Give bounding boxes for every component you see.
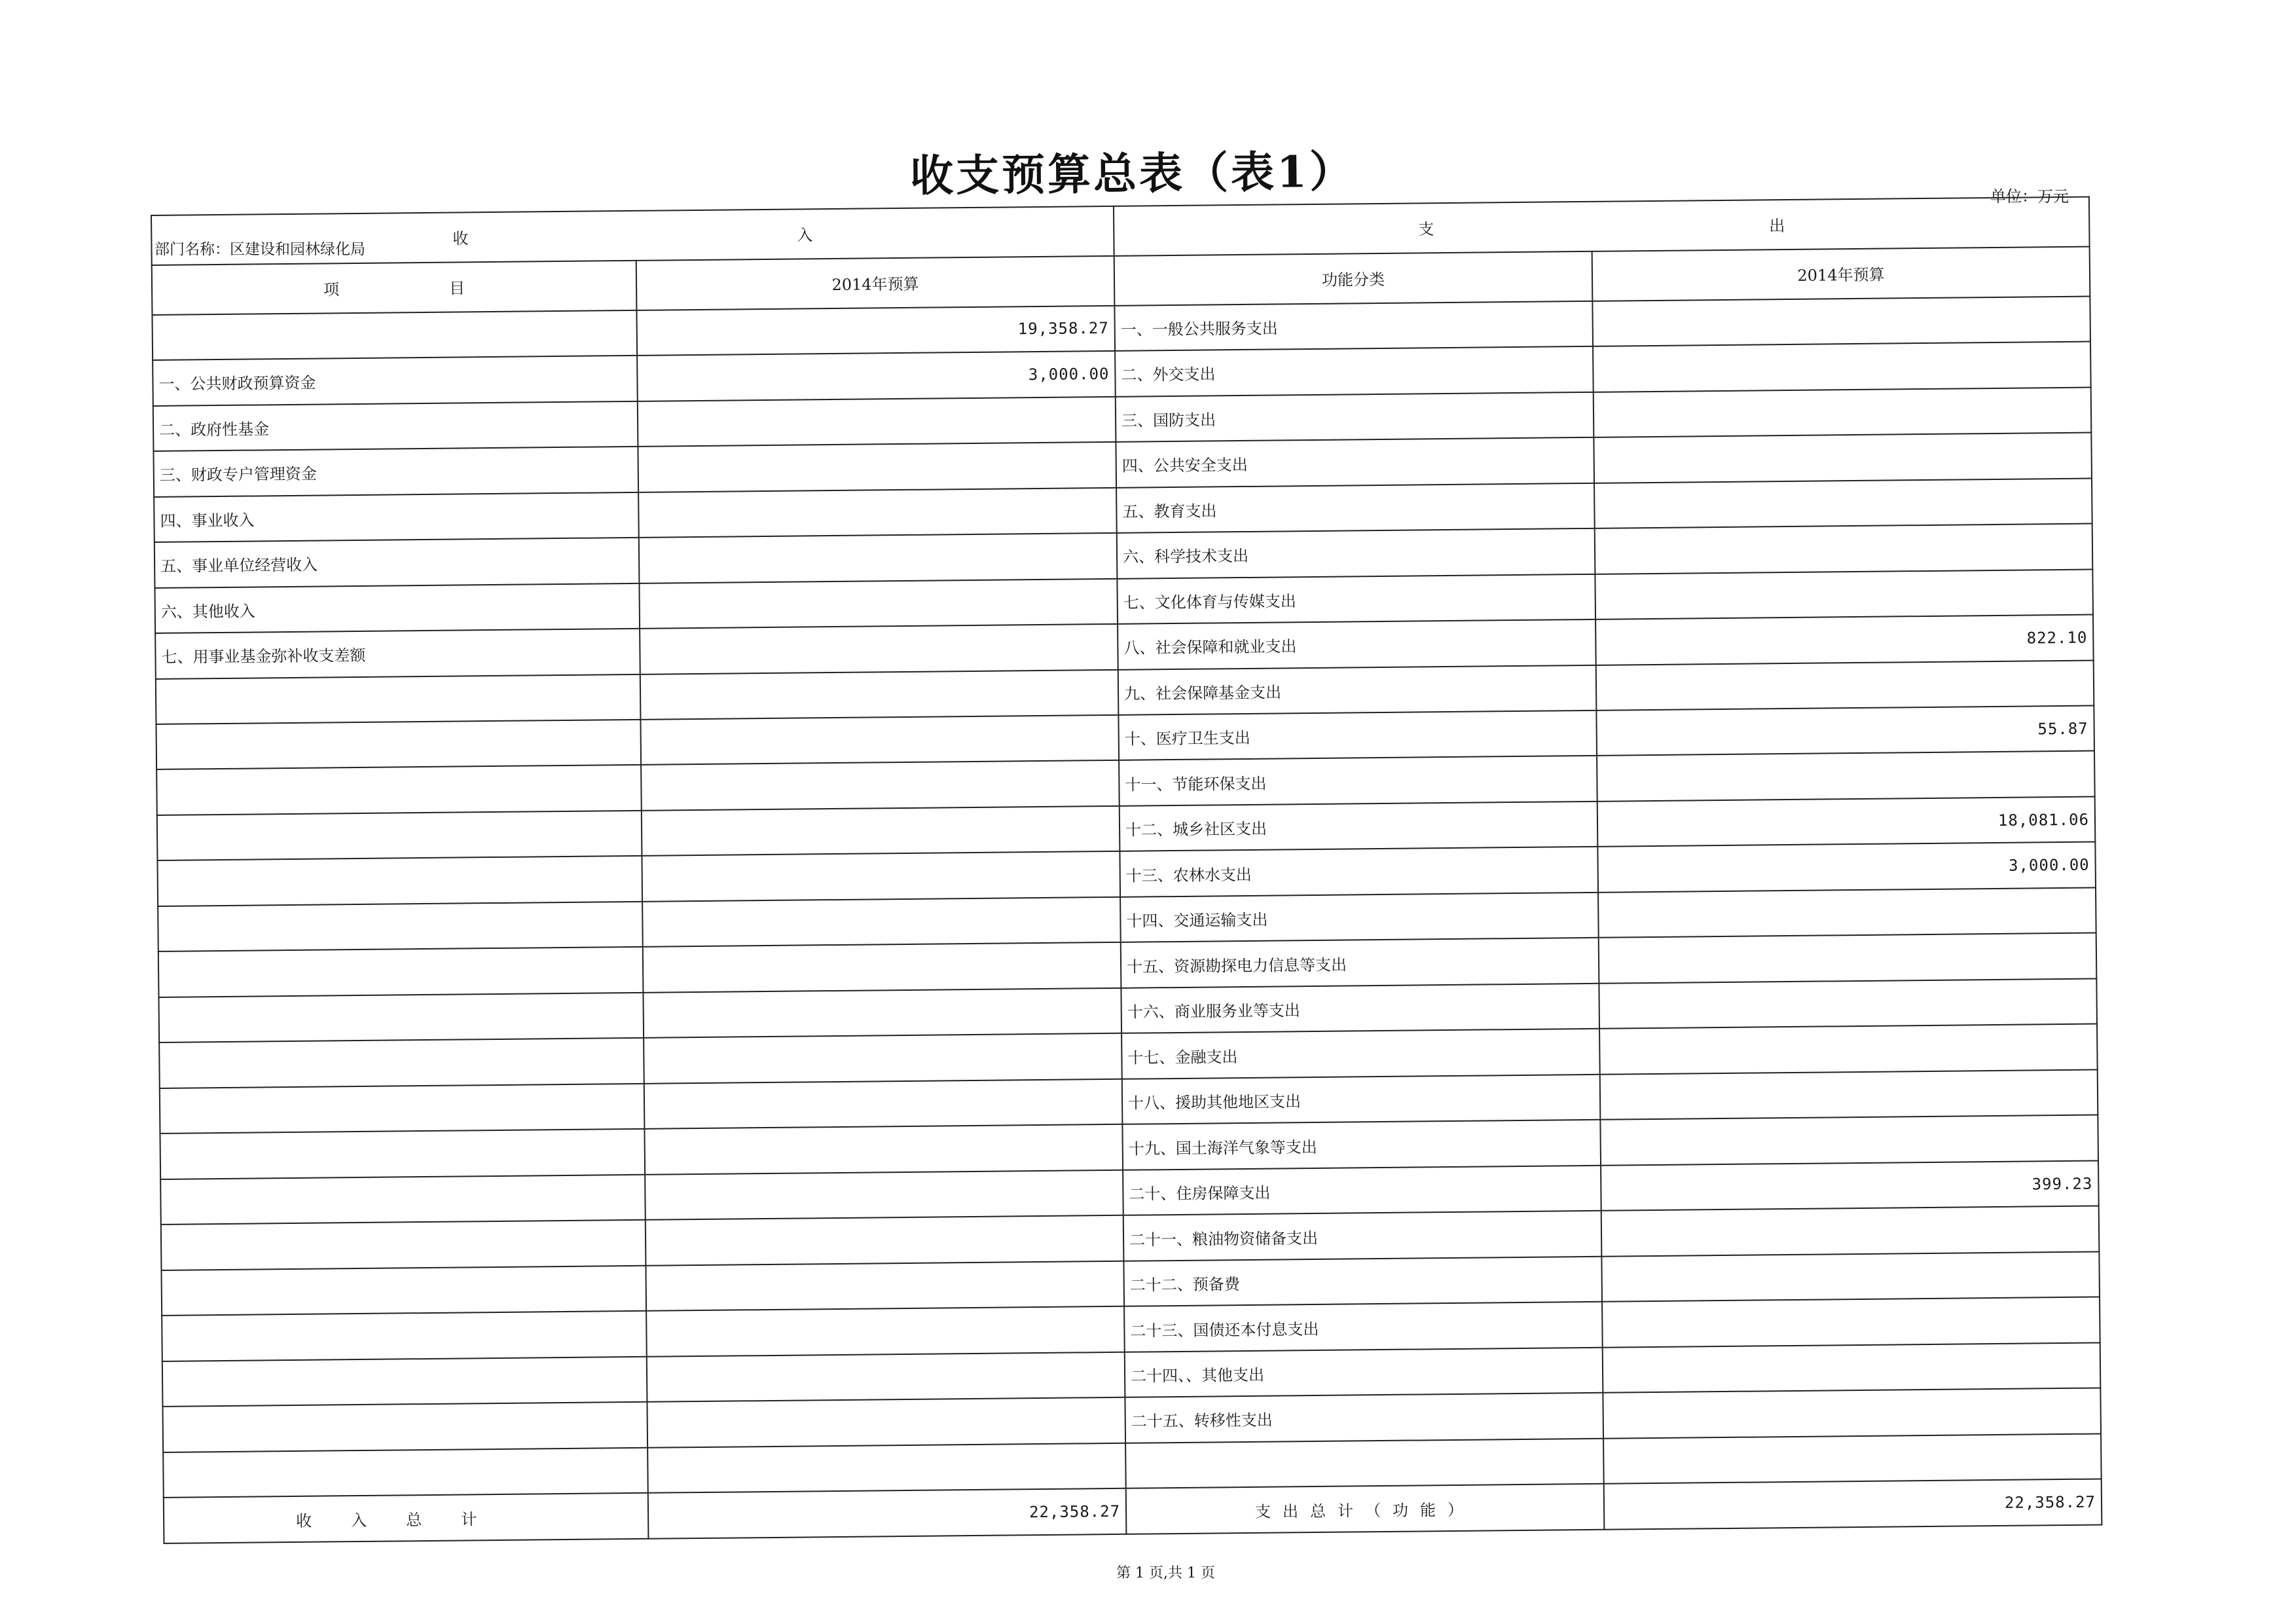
income-item-cell: 七、用事业基金弥补收支差额 [155,629,640,679]
expense-item-cell: 十五、资源勘探电力信息等支出 [1121,938,1599,987]
income-value-cell [640,624,1118,674]
income-item-cell: 六、其他收入 [155,583,640,633]
expense-item-cell: 十四、交通运输支出 [1120,893,1599,942]
income-item-cell [158,902,643,952]
expense-item-cell: 一、一般公共服务支出 [1114,301,1593,350]
expense-item-cell: 十、医疗卫生支出 [1118,710,1597,760]
income-value-cell [642,806,1120,856]
income-item-cell [162,1311,647,1361]
income-value-cell [647,1397,1125,1447]
income-item-cell: 五、事业单位经营收入 [155,538,640,588]
income-value-cell [639,578,1118,628]
income-value-cell [638,396,1116,446]
department-label: 部门名称：区建设和园林绿化局 [155,241,365,258]
income-total-label: 收入总计 [164,1493,649,1543]
income-section-header [151,206,1114,265]
expense-item-cell: 二、外交支出 [1115,346,1594,396]
expense-item-cell: 四、公共安全支出 [1116,437,1594,487]
income-value-cell [638,487,1117,537]
expense-value-cell [1600,1069,2098,1120]
income-value-cell [639,533,1118,583]
income-item-cell [157,811,642,861]
expense-value-cell: 822.10 [1595,615,2094,665]
col-header-income-budget: 2014年预算 [636,256,1115,310]
expense-value-cell [1595,569,2093,619]
expense-item-cell: 九、社会保障基金支出 [1118,665,1597,714]
expense-value-cell [1600,1115,2098,1166]
income-value-cell [645,1170,1123,1220]
income-value-cell [643,988,1121,1038]
expense-value-cell [1599,933,2097,984]
expense-value-cell [1595,524,2093,574]
income-value-cell [644,1124,1123,1174]
expense-value-cell [1601,1206,2100,1257]
expense-value-cell [1601,1251,2100,1302]
income-header-char-1: 收 [452,229,469,248]
expense-item-cell: 二十一、粮油物资储备支出 [1123,1211,1602,1261]
income-item-cell [158,993,644,1043]
income-item-cell [163,1448,648,1498]
income-item-cell [160,1084,645,1134]
expense-item-cell: 五、教育支出 [1116,483,1595,532]
income-item-cell [158,947,644,997]
col-header-expense-budget: 2014年预算 [1592,246,2090,301]
budget-table-body [151,197,2102,1543]
expense-value-cell: 18,081.06 [1597,796,2096,847]
income-item-cell [160,1175,646,1225]
income-value-cell [647,1352,1125,1402]
expense-value-cell [1603,1342,2101,1393]
income-value-cell [646,1215,1124,1265]
income-item-cell [162,1357,647,1407]
expense-value-cell [1598,887,2096,938]
income-item-cell: 一、公共财政预算资金 [153,356,638,406]
income-total-value: 22,358.27 [648,1488,1127,1539]
expense-value-cell [1594,387,2092,437]
expense-item-cell: 六、科学技术支出 [1117,528,1595,578]
expense-item-cell: 十六、商业服务业等支出 [1121,984,1599,1033]
expense-value-cell [1597,751,2095,802]
income-item-cell [157,856,642,906]
expense-value-cell [1592,296,2090,346]
income-value-cell [643,942,1121,992]
page-title: 收支预算总表（表1） [909,145,1356,202]
expense-total-label: 支出总计（功能） [1126,1484,1605,1534]
expense-item-cell: 二十、住房保障支出 [1123,1166,1601,1215]
income-item-cell [162,1402,647,1452]
expense-item-cell: 二十五、转移性支出 [1125,1393,1603,1443]
expense-value-cell: 55.87 [1596,706,2094,756]
income-item-cell [159,1038,644,1088]
expense-value-cell: 3,000.00 [1597,842,2096,893]
budget-table-wrapper [151,196,2101,1544]
income-value-cell [644,1033,1122,1083]
income-value-cell: 3,000.00 [637,351,1116,401]
income-value-cell: 19,358.27 [636,305,1115,355]
expense-item-cell: 十二、城乡社区支出 [1120,802,1598,851]
expense-section-header [1114,197,2090,256]
income-value-cell [646,1306,1125,1356]
income-item-cell: 四、事业收入 [154,492,639,542]
expense-value-cell [1593,342,2091,392]
expense-header-char-2: 出 [1769,217,1785,236]
expense-value-cell [1596,660,2094,710]
expense-item-cell: 十三、农林水支出 [1120,847,1598,896]
expense-value-cell [1599,978,2097,1029]
expense-item-cell: 十九、国土海洋气象等支出 [1122,1120,1601,1170]
income-item-cell [152,310,637,361]
expense-item-cell [1125,1439,1604,1488]
income-value-cell [642,851,1120,901]
income-item-cell: 三、财政专户管理资金 [153,447,638,497]
expense-value-cell [1603,1388,2101,1439]
page-footer: 第 1 页,共 1 页 [1116,1565,1215,1581]
income-value-cell [646,1261,1124,1311]
income-item-cell [161,1266,646,1316]
income-item-cell [156,765,642,815]
expense-value-cell [1594,478,2092,528]
income-item-cell: 二、政府性基金 [153,401,638,451]
expense-item-cell: 十七、金融支出 [1121,1029,1600,1079]
expense-value-cell [1599,1024,2098,1075]
expense-item-cell: 十八、援助其他地区支出 [1122,1075,1601,1124]
income-header-char-2: 入 [797,226,813,245]
income-value-cell [638,442,1116,492]
expense-item-cell: 七、文化体育与传媒支出 [1117,574,1595,623]
expense-value-cell: 399.23 [1601,1160,2099,1211]
expense-item-cell: 八、社会保障和就业支出 [1118,619,1596,669]
expense-item-cell: 二十四、、其他支出 [1125,1348,1603,1397]
expense-item-cell: 二十三、国债还本付息支出 [1124,1302,1603,1352]
income-item-cell [161,1220,646,1270]
income-value-cell [644,1079,1123,1129]
expense-item-cell: 二十二、预备费 [1123,1257,1602,1306]
col-header-income-item: 项 目 [152,261,637,315]
expense-item-cell: 十一、节能环保支出 [1119,756,1597,805]
expense-value-cell [1603,1433,2102,1484]
expense-total-value: 22,358.27 [1604,1479,2102,1530]
budget-table [151,196,2102,1544]
income-value-cell [640,715,1119,765]
income-value-cell [640,669,1119,719]
expense-value-cell [1594,433,2092,483]
income-item-cell [156,720,641,770]
income-item-cell [156,674,641,724]
col-header-expense-item: 功能分类 [1114,251,1593,306]
expense-header-char-1: 支 [1418,220,1434,239]
income-item-cell [160,1129,645,1179]
income-value-cell [647,1443,1126,1493]
expense-item-cell: 三、国防支出 [1116,392,1594,441]
income-value-cell [642,897,1121,947]
income-value-cell [641,760,1120,810]
expense-value-cell [1602,1297,2100,1348]
unit-label: 单位：万元 [1990,187,2069,206]
